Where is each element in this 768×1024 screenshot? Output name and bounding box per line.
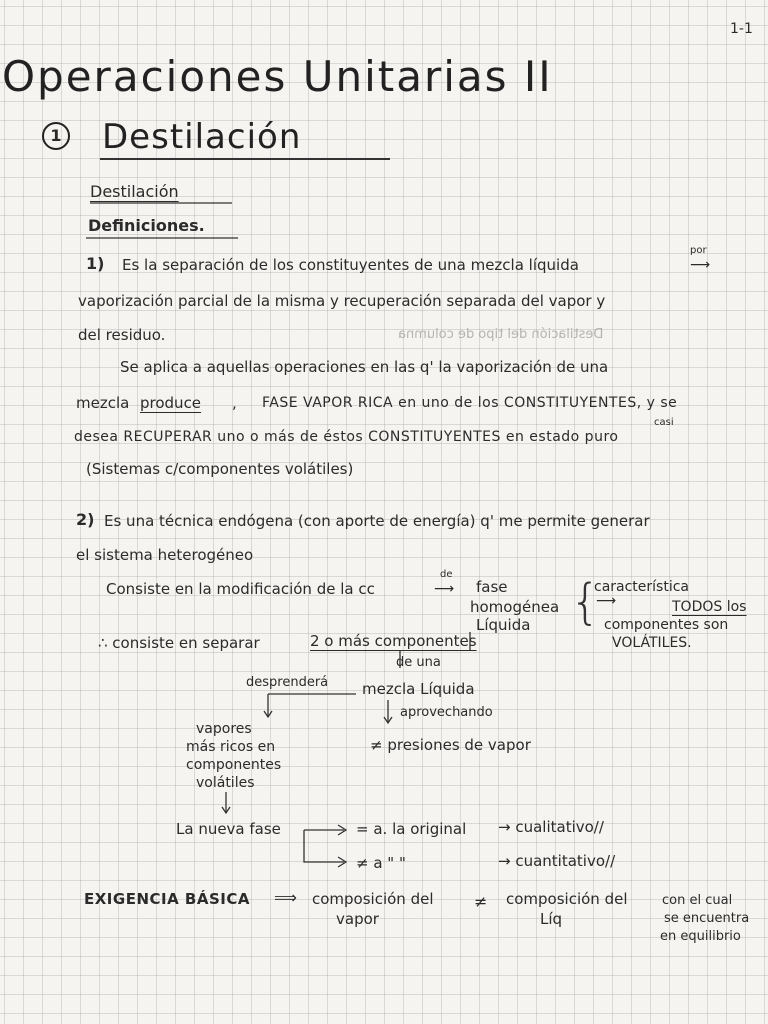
- nueva-eq: = a. la original: [356, 820, 467, 838]
- nueva-neq: ≠ a " ": [356, 854, 406, 872]
- equil-line2: se encuentra: [664, 911, 750, 926]
- para-line1: Se aplica a aquellas operaciones en las q' la vaporización de una: [120, 358, 609, 376]
- comp-liq-line1: composición del: [506, 890, 628, 908]
- exigencia-neq: ≠: [474, 892, 488, 911]
- nueva-eq-result: → cualitativo//: [498, 818, 604, 836]
- equil-line1: con el cual: [662, 893, 733, 908]
- vapores-line3: componentes: [186, 757, 282, 773]
- section-number: 1: [50, 126, 62, 145]
- nueva-neq-result: → cuantitativo//: [498, 852, 616, 870]
- def1-line1: Es la separación de los constituyentes de una mezcla líquida: [122, 256, 579, 274]
- fase-line2: homogénea: [470, 598, 560, 616]
- def2-number: 2): [76, 510, 95, 529]
- section-title: Destilación: [102, 117, 302, 157]
- car-line2: TODOS los: [672, 599, 747, 615]
- bleed-through-text: Destilación del tipo de columna: [398, 327, 604, 342]
- para-line2-produce: produce: [140, 394, 202, 412]
- def2-line2: el sistema heterogéneo: [76, 546, 254, 564]
- page-number: 1-1: [730, 21, 753, 37]
- consiste-text: Consiste en la modificación de la cc: [106, 580, 375, 598]
- subheading: Destilación: [90, 182, 179, 201]
- exigencia-arrow-icon: ⟹: [274, 888, 297, 907]
- presiones-vapor: ≠ presiones de vapor: [370, 736, 531, 754]
- def1-arrow-icon: ⟶: [690, 257, 711, 273]
- def1-above-arrow: por: [690, 245, 707, 256]
- car-line4: VOLÁTILES.: [612, 635, 692, 651]
- fase-line1: fase: [476, 578, 508, 596]
- vapores-line1: vapores: [196, 721, 252, 737]
- mezcla-liquida: mezcla Líquida: [362, 680, 475, 698]
- equil-line3: en equilibrio: [660, 929, 741, 944]
- para-line2-rest: FASE VAPOR RICA en uno de los CONSTITUYENTES, y se: [262, 395, 678, 411]
- vapores-line4: volátiles: [196, 775, 255, 791]
- fase-line3: Líquida: [476, 616, 531, 634]
- car-arrow-icon: ⟶: [596, 593, 617, 609]
- para-casi: casi: [654, 417, 674, 428]
- comp-vapor-line1: composición del: [312, 890, 434, 908]
- car-line3: componentes son: [604, 617, 729, 633]
- def1-line2: vaporización parcial de la misma y recuperación separada del vapor y: [78, 292, 606, 310]
- page-title: Operaciones Unitarias II: [2, 52, 553, 101]
- exigencia-label: EXIGENCIA BÁSICA: [84, 890, 250, 908]
- para-line2-mezcla: mezcla: [76, 394, 130, 412]
- vapores-line2: más ricos en: [186, 739, 276, 755]
- de-una: de una: [396, 655, 441, 670]
- def1-number: 1): [86, 254, 105, 273]
- comp-liq-line2: Líq: [540, 910, 563, 928]
- para-line3: desea RECUPERAR uno o más de éstos CONSTITUYENTES en estado puro: [74, 429, 619, 445]
- separar-target: 2 o más componentes: [310, 632, 477, 650]
- brace-icon: {: [570, 574, 601, 630]
- car-line1: característica: [594, 579, 690, 595]
- desprendera: desprenderá: [246, 675, 329, 690]
- comp-vapor-line2: vapor: [336, 910, 379, 928]
- para-line2-comma: ,: [232, 394, 237, 412]
- consiste-arrow-icon: ⟶: [434, 581, 455, 597]
- separar-text: ∴ consiste en separar: [98, 634, 260, 652]
- definitions-label: Definiciones.: [88, 216, 205, 235]
- consiste-de: de: [440, 569, 453, 580]
- para-line4: (Sistemas c/componentes volátiles): [86, 460, 354, 478]
- def2-line1: Es una técnica endógena (con aporte de energía) q' me permite generar: [104, 512, 650, 530]
- nueva-fase-label: La nueva fase: [176, 820, 281, 838]
- aprovechando: aprovechando: [400, 705, 493, 720]
- def1-line3: del residuo.: [78, 326, 166, 344]
